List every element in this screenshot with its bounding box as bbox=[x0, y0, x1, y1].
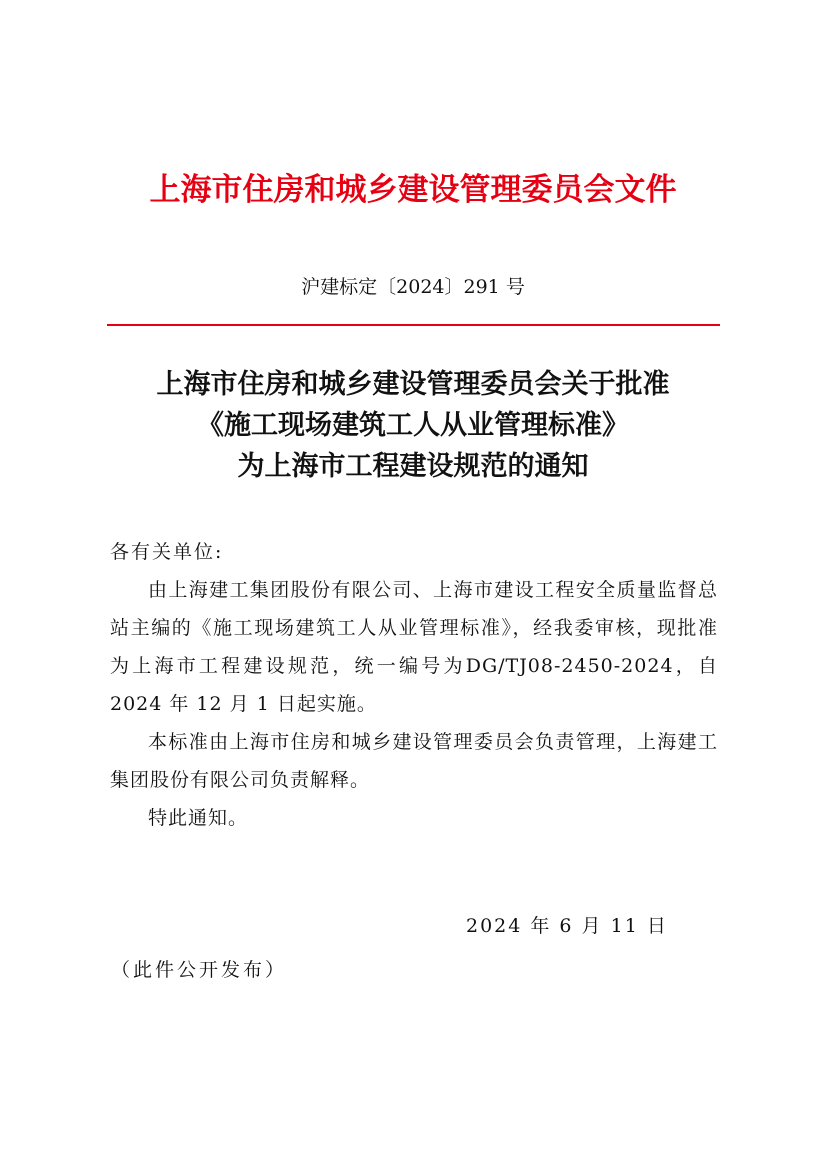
notice-title-line-3: 为上海市工程建设规范的通知 bbox=[237, 451, 589, 482]
notice-title-line-1: 上海市住房和城乡建设管理委员会关于批准 bbox=[156, 369, 670, 400]
document-number: 沪建标定〔2024〕291 号 bbox=[301, 276, 525, 298]
issue-date: 2024 年 6 月 11 日 bbox=[466, 915, 668, 937]
body-paragraph-approval: 由上海建工集团股份有限公司、上海市建设工程安全质量监督总站主编的《施工现场建筑工人从业管理标准》，经我委审核，现批准为上海市工程建设规范，统一编号为DG/TJ08-2450-2024，自 2024 年 12 月 1 日起实施。 bbox=[110, 579, 718, 715]
body-paragraph-closing: 特此通知。 bbox=[148, 807, 249, 829]
salutation: 各有关单位: bbox=[110, 541, 224, 563]
body-paragraph-management: 本标准由上海市住房和城乡建设管理委员会负责管理，上海建工集团股份有限公司负责解释。 bbox=[110, 731, 718, 791]
agency-header-title: 上海市住房和城乡建设管理委员会文件 bbox=[149, 172, 677, 208]
notice-body bbox=[110, 533, 718, 837]
notice-title-line-2: 《施工现场建筑工人从业管理标准》 bbox=[197, 410, 629, 441]
red-divider-line bbox=[107, 324, 720, 326]
notice-title bbox=[0, 364, 826, 487]
publication-note: （此件公开发布） bbox=[111, 959, 288, 981]
